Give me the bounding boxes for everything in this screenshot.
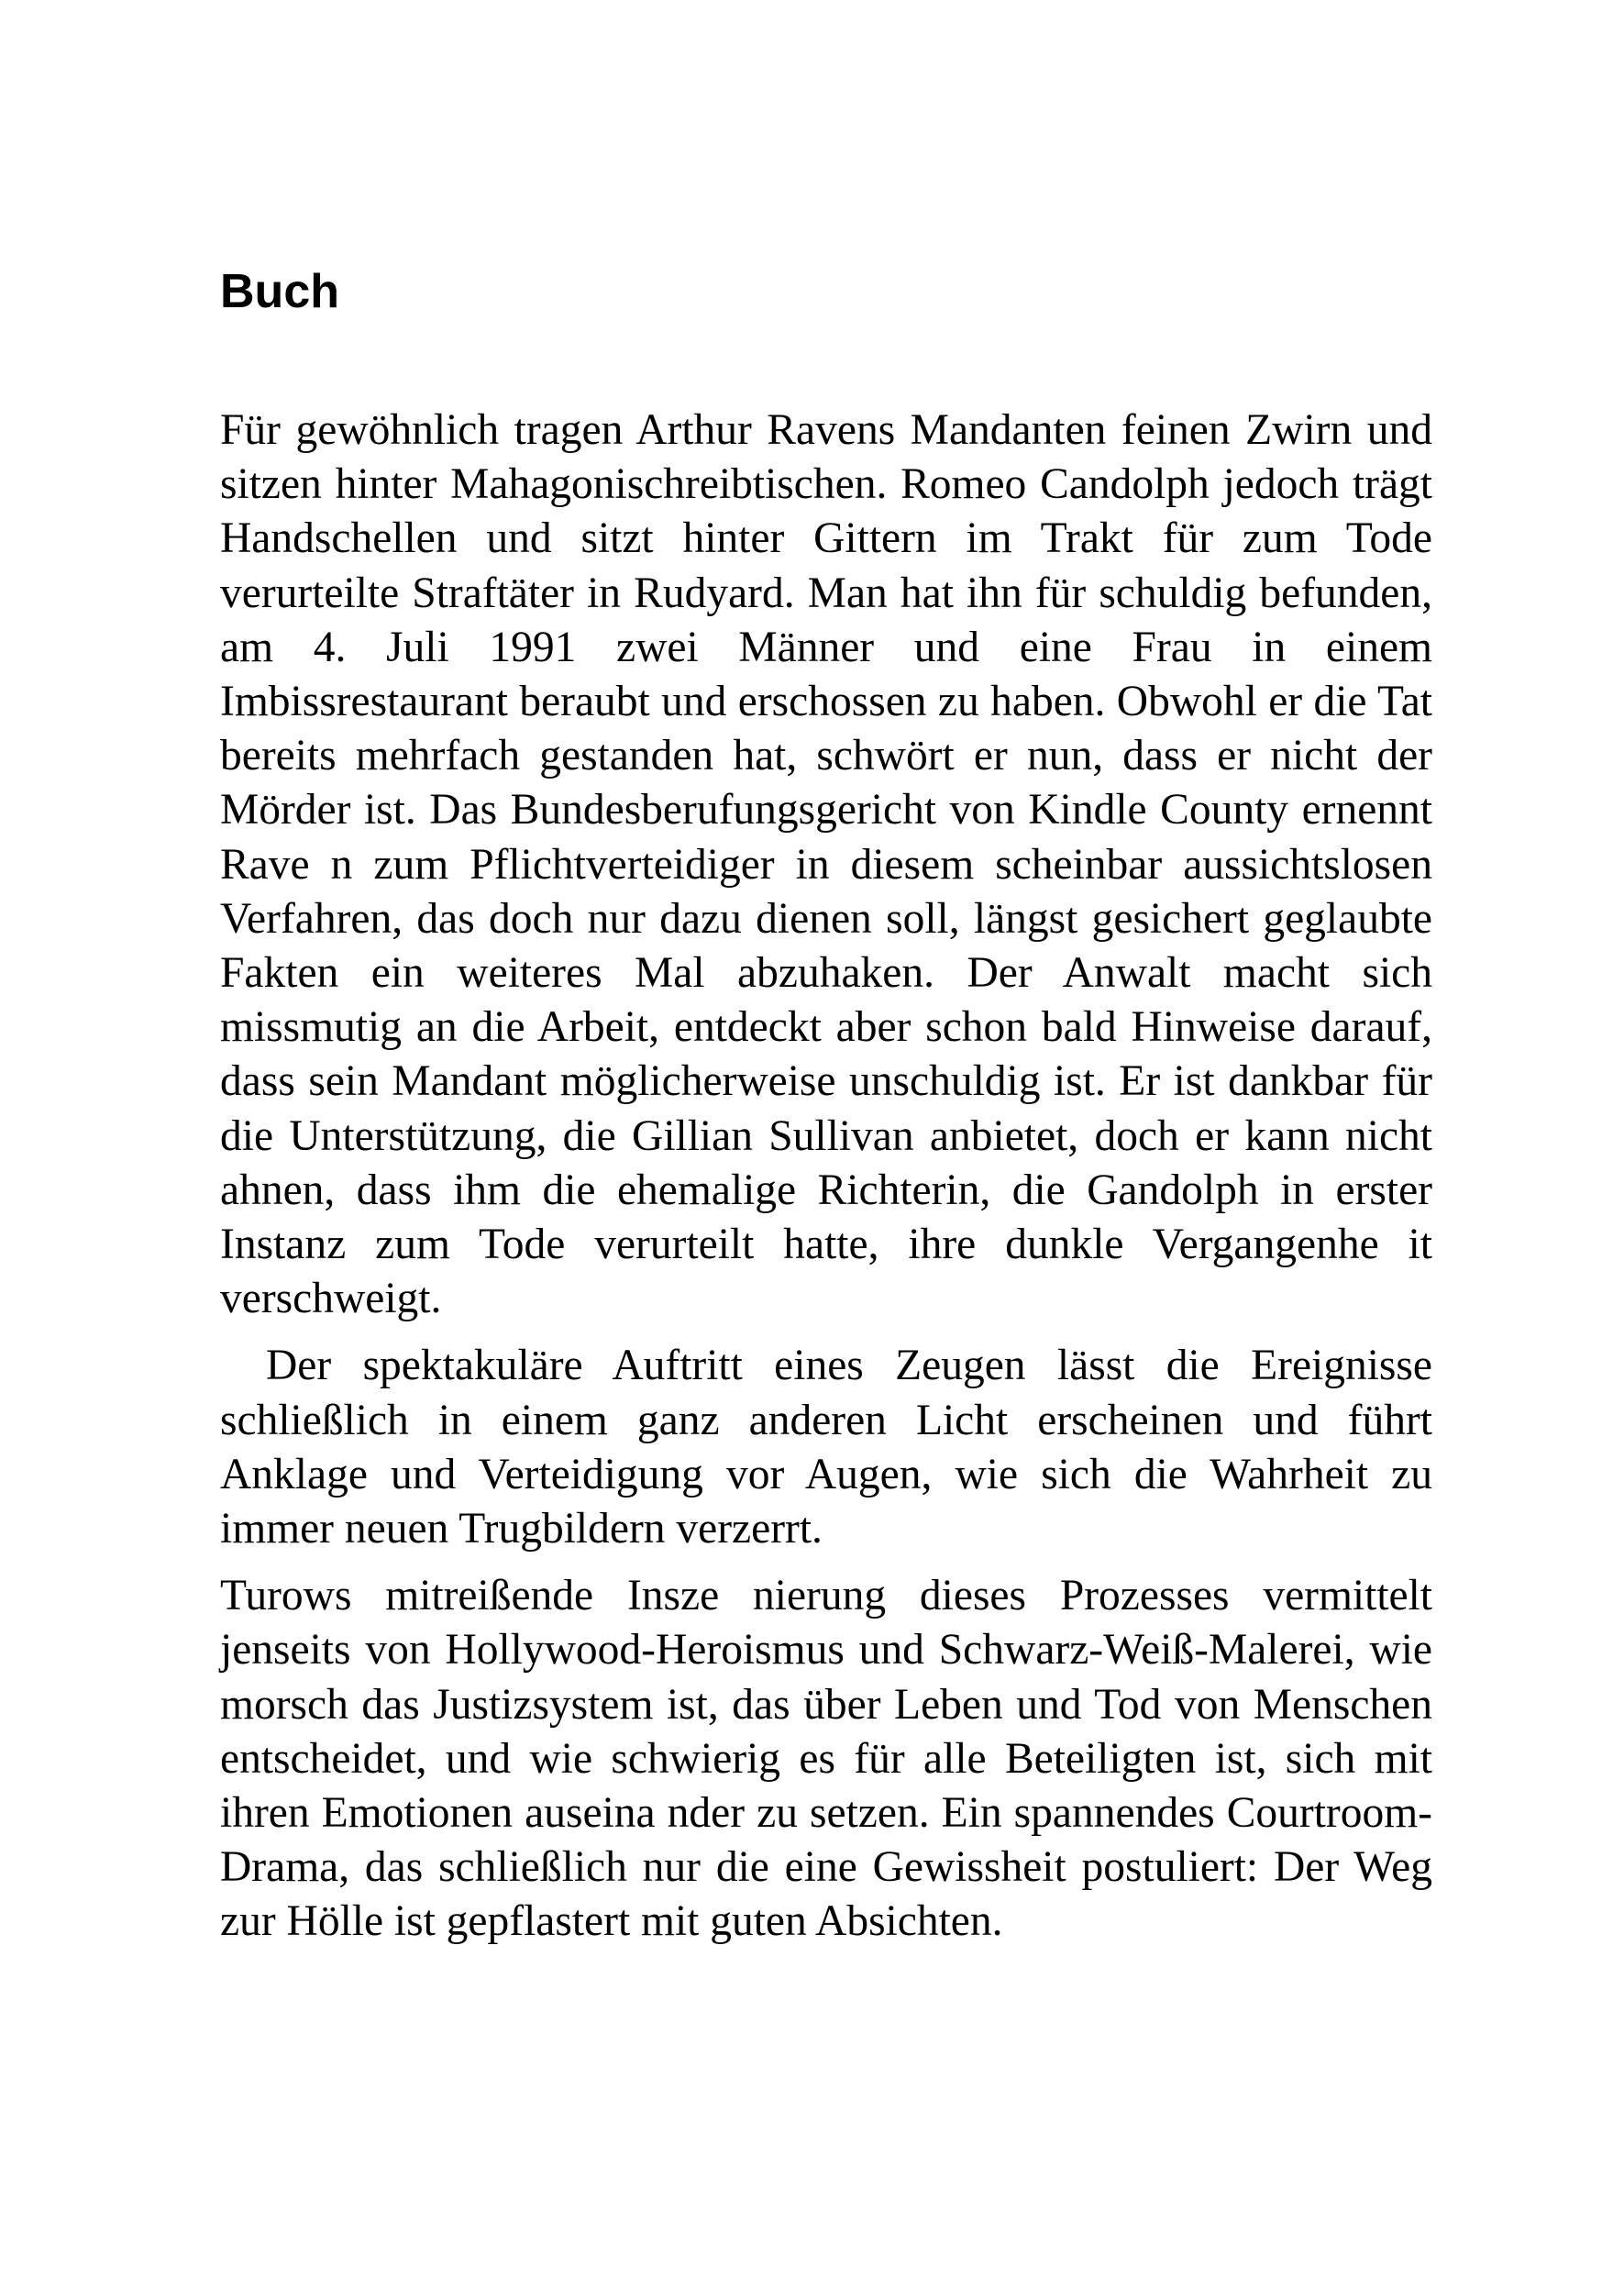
paragraph-2: Der spektakuläre Auftritt eines Zeugen lässt die Ereignisse schließlich in einem ganz anderen Licht erscheinen und führt Anklage und Verteidigung vor Augen, wie sich die Wahrheit zu immer neuen Trugbildern verzerrt. [220,1342,1432,1553]
paragraph-3: Turows mitreißende Insze nierung dieses Prozesses vermittelt jenseits von Hollywood-Heroismus und Schwarz-Weiß-Malerei, wie morsch das Justizsystem ist, das über Leben und Tod von Menschen entscheidet, und wie schwierig es für alle Beteiligten ist, sich mit ihren Emotionen auseina nder zu setzen. Ein spannendes Courtroom-Drama, das schließlich nur die eine Gewissheit postuliert: Der Weg zur Hölle ist gepflastert mit guten Absichten. [220,1572,1432,1946]
section-heading: Buch [220,265,339,318]
blurb-text [220,403,1432,1950]
paragraph-1: Für gewöhnlich tragen Arthur Ravens Mandanten feinen Zwirn und sitzen hinter Mahagonischreibtischen. Romeo Candolph jedoch trägt Handschellen und sitzt hinter Gittern im Trakt für zum Tode verurteilte Straftäter in Rudyard. Man hat ihn für schuldig befunden, am 4. Juli 1991 zwei Männer und eine Frau in einem Imbissrestaurant beraubt und erschossen zu haben. Obwohl er die Tat bereits mehrfach gestanden hat, schwört er nun, dass er nicht der Mörder ist. Das Bundesberufungsgericht von Kindle County ernennt Rave n zum Pflichtverteidiger in diesem scheinbar aussichtslosen Verfahren, das doch nur dazu dienen soll, längst gesichert geglaubte Fakten ein weiteres Mal abzuhaken. Der Anwalt macht sich missmutig an die Arbeit, entdeckt aber schon bald Hinweise darauf, dass sein Mandant möglicherweise unschuldig ist. Er ist dankbar für die Unterstützung, die Gillian Sullivan anbietet, doch er kann nicht ahnen, dass ihm die ehemalige Richterin, die Gandolph in erster Instanz zum Tode verurteilt hatte, ihre dunkle Vergangenhe it verschweigt. [220,406,1432,1323]
